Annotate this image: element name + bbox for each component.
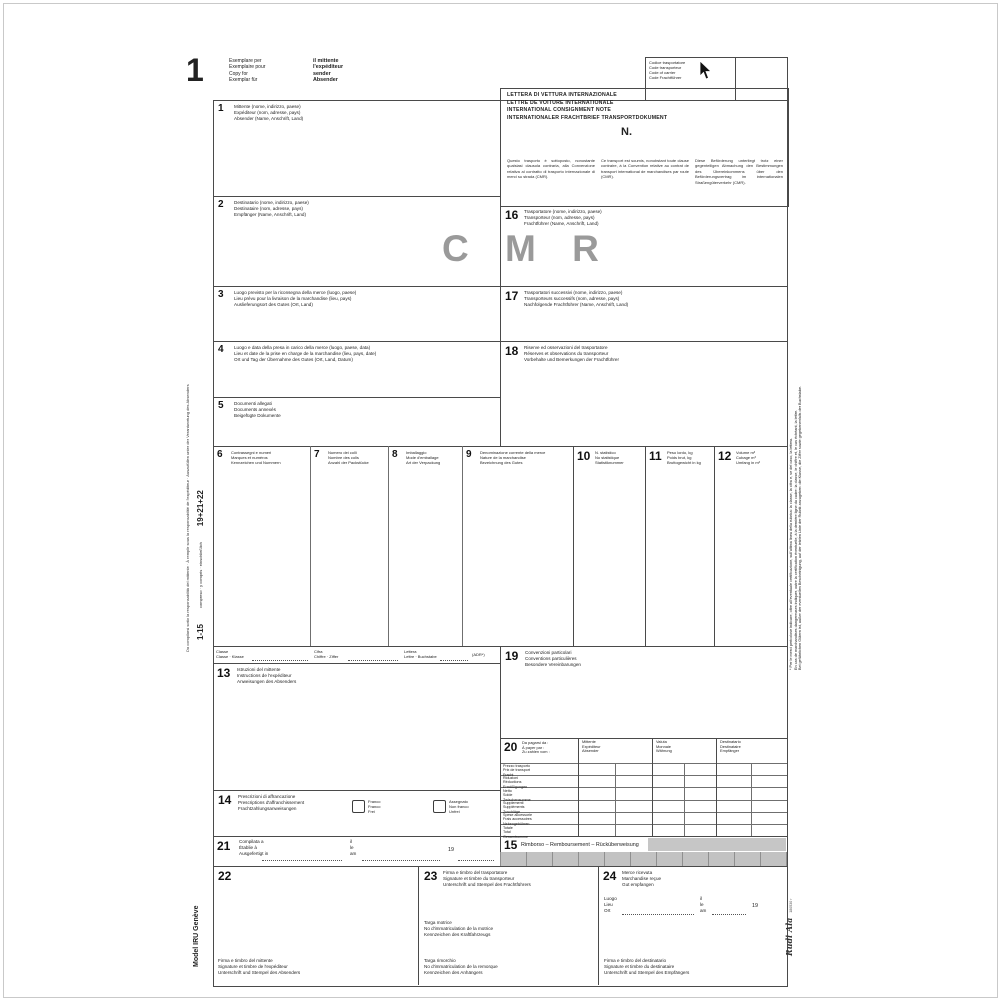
- box8-number: 8: [392, 449, 398, 460]
- carrier-code-labels: Codice trasportatore Code transporteur Code of carrier Code Frachtführer: [649, 60, 686, 80]
- box24-label: Merce ricevuta Marchandise reçue Gut empfangen: [622, 870, 662, 887]
- box23-trailer-plate-label: Targa rimorchio No d'immatriculation de la remorque Kennzeichen des Anhängers: [424, 958, 498, 975]
- box16-label: Trasportatore (nome, indirizzo, paese) Transporteur (nom, adresse, pays) Frachtführer (Name, Anschrift, Land): [524, 209, 602, 226]
- box23-label: Firma e timbro del trasportatore Signature et timbre du transporteur Unterschrift und Stempel des Frachtführers: [443, 870, 531, 887]
- box3-number: 3: [218, 289, 224, 300]
- printer-logo-text: Rudi Ala: [784, 917, 794, 956]
- box8-label: Imballaggio Mode d'emballage Art der Verpackung: [406, 450, 441, 465]
- legal-text-fr: Ce transport est soumis, nonobstant toute clause contraire, à la Convention relative au contrat de transport international de marchandises par route (CMR).: [601, 158, 689, 180]
- box5-label: Documenti allegati Documents annexés Beigefügte Dokumente: [234, 401, 281, 418]
- box20-row-reductions: Riduzioni Réductions Ermäßigungen: [503, 776, 528, 789]
- box17-number: 17: [505, 289, 519, 303]
- box6-number: 6: [217, 449, 223, 460]
- box4-label: Luogo e data della presa in carico della merce (luogo, paese, data) Lieu et date de la prise en charge de la marchandise (lieu, pays, date) Ort und Tag der Übernahme des Gutes (Ort, Land, Datum): [234, 345, 377, 362]
- box24-signature-label: Firma e timbro del destinatario Signature et timbre du destinataire Unterschrift und Stempel des Empfängers: [604, 958, 690, 975]
- box15-shaded-cell: [648, 838, 786, 851]
- box21-label: Compilata a Établie à Ausgefertigt in: [239, 839, 269, 856]
- copy-for-label: Copy for: [229, 70, 248, 77]
- copy-for-label: Exemplar für: [229, 77, 258, 84]
- range-1-15: 1-15: [196, 623, 205, 640]
- box6-label: Contrassegni e numeri Marques et numéros Kennzeichen und Nummern: [231, 450, 281, 465]
- box14-number: 14: [218, 793, 232, 807]
- mouse-cursor-icon: [699, 61, 713, 81]
- adr-class-label: Classe Classe · Klasse: [216, 649, 244, 659]
- box12-number: 12: [718, 449, 732, 463]
- box21-date-label: il le am: [350, 839, 357, 856]
- non-franco-checkbox-label: Assegnato Non franco Unfrei: [449, 799, 469, 814]
- box20-row-balance: Netto Solde Zwischensumme: [503, 789, 531, 802]
- box24-place-label: Luogo Lieu Ort: [604, 896, 617, 913]
- box20-row-charges: Spese accessorie Frais accessoires Nebengebühren: [503, 813, 533, 826]
- box24-number: 24: [603, 869, 617, 883]
- box7-number: 7: [314, 449, 320, 460]
- left-margin-instruction: Da compilarsi sotto la responsabilità del mittente · À remplir sous la responsabilité de l'expéditeur · Auszufüllen unter der Verantwortung des Absenders: [185, 384, 190, 652]
- box13-number: 13: [217, 666, 231, 680]
- range-including: compreso · y compris · einschließlich: [198, 542, 203, 608]
- box11-label: Peso lordo, kg Poids brut, kg Bruttogewicht in kg: [667, 450, 701, 465]
- left-margin-ranges: [196, 230, 205, 640]
- box2-number: 2: [218, 199, 224, 210]
- box19-number: 19: [505, 649, 519, 663]
- box9-number: 9: [466, 449, 472, 460]
- box15-number: 15: [504, 838, 518, 852]
- box13-label: Istruzioni del mittente Instructions de l'expéditeur Anweisungen des Absenders: [237, 667, 297, 684]
- box20-row-total: Totale Total Gesamtsumme: [503, 826, 528, 839]
- range-19-21-22: 19+21+22: [196, 490, 205, 527]
- box20-row-supplements: Supplementi Suppléments Zuschläge: [503, 801, 525, 814]
- printer-code: 180530 r: [789, 898, 793, 913]
- box22-signature-label: Firma e timbro del mittente Signature et timbre de l'expéditeur Unterschrift und Stempel des Absenders: [218, 958, 301, 975]
- box1-number: 1: [218, 103, 224, 114]
- box16-number: 16: [505, 208, 519, 222]
- box20-col-currency: Valuta Monnaie Währung: [656, 739, 672, 754]
- box11-number: 11: [649, 449, 662, 463]
- box15-label: Rimborso – Remboursement – Rücküberweisung: [521, 842, 639, 848]
- box20-col-consignee: Destinatario Destinataire Empfänger: [720, 739, 741, 754]
- box2-label: Destinatario (nome, indirizzo, paese) Destinataire (nom, adresse, pays) Empfänger (Name, Anschrift, Land): [234, 200, 309, 217]
- legal-text-it: Questo trasporto è sottoposto, nonostante qualsiasi clausola contraria, alla Convenzione relativa al contratto di trasporto internazionale di merci su strada (CMR).: [507, 158, 595, 180]
- copy-for-label: Exemplaire pour: [229, 64, 266, 71]
- box22-number: 22: [218, 869, 232, 883]
- footnote-fr: En cas de marchandises dangereuses indiquer, outre la certification éventuelle, à la dernière ligne du cadre: la classe, le chiffre et, le cas échéant, la lettre.: [793, 409, 798, 670]
- box12-label: Volume m³ Cubage m³ Umfang in m³: [736, 450, 761, 465]
- copy-number: 1: [186, 52, 204, 88]
- box10-label: N. statistico No statistique Statistiknummer: [595, 450, 624, 465]
- box20-row-freight: Prezzo trasporto Prix de transport Fracht: [503, 764, 531, 777]
- box23-tractor-plate-label: Targa motrice No d'immatriculation de la motrice Kennzeichen des Kraftfahrzeugs: [424, 920, 494, 937]
- box20-label: Da pagarsi da : À payer par : Zu zahlen vom :: [522, 740, 550, 755]
- copy-for-value: Absender: [313, 77, 338, 84]
- adr-suffix-label: (ADR*): [472, 652, 485, 657]
- box18-number: 18: [505, 344, 519, 358]
- box7-label: Numero dei colli Nombre des colis Anzahl der Packstücke: [328, 450, 369, 465]
- box23-number: 23: [424, 869, 438, 883]
- carrier-shaded-band: [500, 852, 787, 866]
- adr-number-label: Cifra Chiffre · Ziffer: [314, 649, 339, 659]
- box18-label: Riserve ed osservazioni del trasportatore Réserves et observations du transporteur Vorbehalte und Bemerkungen der Frachtführer: [524, 345, 619, 362]
- cmr-watermark: C M R: [442, 228, 612, 269]
- box21-year: 19: [448, 847, 454, 853]
- box9-label: Denominazione corrente della merce Nature de la marchandise Bezeichnung des Gutes: [480, 450, 546, 465]
- consignment-note-title: LETTERA DI VETTURA INTERNAZIONALE LETTRE DE VOITURE INTERNATIONALE INTERNATIONAL CONSIGNMENT NOTE INTERNATIONALER FRACHTBRIEF TRANSPORTDOKUMENT: [507, 92, 668, 121]
- box20-number: 20: [504, 740, 518, 754]
- box17-label: Trasportatori successivi (nome, indirizzo, paese) Transporteurs successifs (nom, adresse, pays) Nachfolgende Frachtführer (Name, Anschrift, Land): [524, 290, 629, 307]
- non-franco-checkbox[interactable]: [433, 800, 446, 813]
- copy-for-value: sender: [313, 70, 331, 77]
- box20-col-sender: Mittente Expéditeur Absender: [582, 739, 601, 754]
- consignment-number-label: N.: [621, 126, 632, 138]
- printer-logo: [784, 886, 794, 956]
- right-margin-footnote: [789, 184, 803, 670]
- franco-checkbox-label: Franco Franco Frei: [368, 799, 381, 814]
- box21-number: 21: [217, 839, 231, 853]
- box14-label: Prescrizioni di affrancazione Prescriptions d'affranchissement Frachtzahlungsanweisungen: [238, 794, 305, 811]
- box4-number: 4: [218, 344, 224, 355]
- box5-number: 5: [218, 400, 224, 411]
- box19-label: Convenzioni particolari Conventions particulières Besondere Vereinbarungen: [525, 650, 581, 667]
- copy-for-value: il mittente: [313, 58, 339, 64]
- copy-for-label: Esemplare per: [229, 58, 262, 64]
- model-iru-label: Model IRU Genève: [193, 905, 200, 967]
- copy-for-value: l'expéditeur: [313, 64, 344, 71]
- box24-year: 19: [752, 903, 758, 909]
- footnote-de: Bei gefährlichen Gütern ist, außer der eventuellen Bescheinigung, auf der letzten Linie der Rubrik anzugeben: die Klasse, die Ziffer sowie gegebenenfalls der Buchstabe.: [798, 385, 803, 670]
- adr-letter-label: Lettera Lettre · Buchstabe: [404, 649, 437, 659]
- legal-text-de: Diese Beförderung unterliegt trotz einer gegenteiligen Abmachung den Bestimmungen des Übereinkommens über den Beförderungsvertrag im internationalen Straßengüterverkehr (CMR).: [695, 158, 783, 185]
- franco-checkbox[interactable]: [352, 800, 365, 813]
- footnote-it: * Per le merci pericolose indicare, oltre all'eventuale certificazione, sull'ultima linea della rubrica: la classe, la cifra e, se del caso, la lettera.: [789, 437, 793, 670]
- box24-date-label: il le am: [700, 896, 707, 913]
- box1-label: Mittente (nome, indirizzo, paese) Expéditeur (nom, adresse, pays) Absender (Name, Anschrift, Land): [234, 104, 304, 121]
- box10-number: 10: [577, 449, 591, 463]
- copy-for-block: [229, 58, 403, 84]
- box3-label: Luogo previsto per la riconsegna della merce (luogo, paese) Lieu prévu pour la livraison de la marchandise (lieu, pays) Auslieferungsort des Gutes (Ort, Land): [234, 290, 357, 307]
